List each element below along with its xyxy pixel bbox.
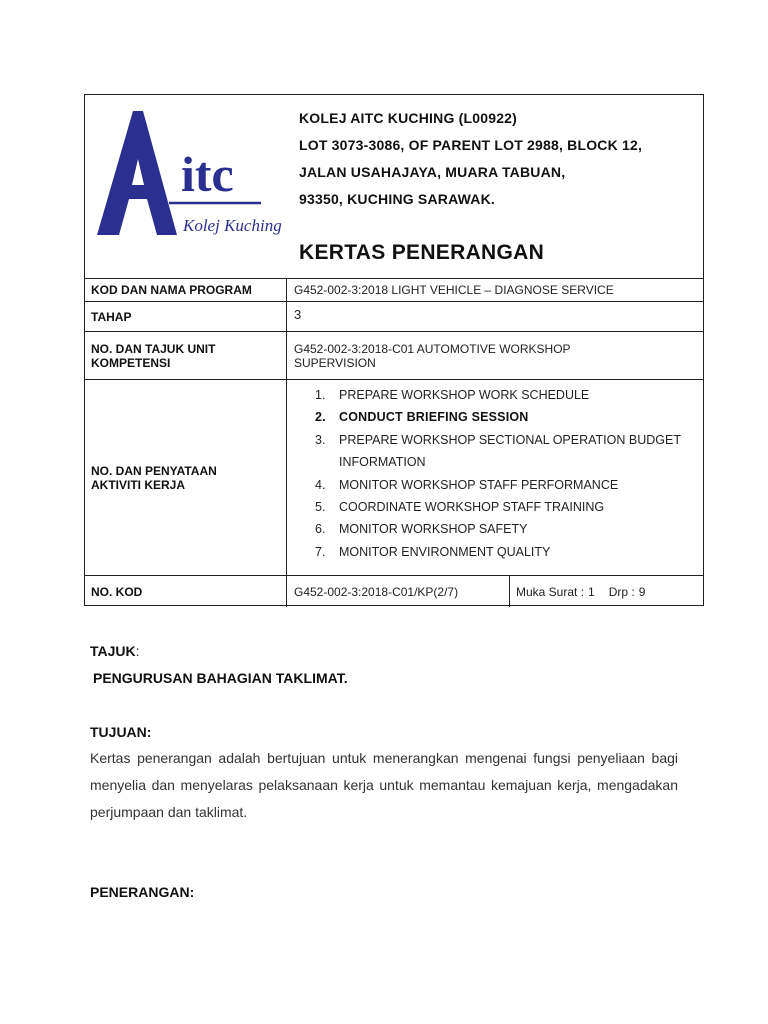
unit-label-line: NO. DAN TAJUK UNIT [91, 341, 216, 356]
aktiviti-label-line: NO. DAN PENYATAAN [91, 463, 217, 478]
address-line: 93350, KUCHING SARAWAK. [299, 191, 495, 207]
tujuan-heading: TUJUAN: [90, 724, 152, 740]
muka-label: Muka Surat : [516, 584, 585, 599]
page-info [516, 576, 649, 607]
tajuk-colon: : [135, 643, 140, 659]
unit-label [85, 332, 287, 379]
list-text: PREPARE WORKSHOP WORK SCHEDULE [339, 388, 590, 402]
list-number: 4. [315, 477, 326, 492]
list-text: MONITOR ENVIRONMENT QUALITY [339, 544, 551, 559]
row-tahap [85, 302, 703, 332]
cell-divider [509, 576, 510, 607]
list-item [315, 541, 719, 563]
list-item [315, 474, 719, 496]
address-line: JALAN USAHAJAYA, MUARA TABUAN, [299, 164, 566, 180]
list-text: MONITOR WORKSHOP SAFETY [339, 522, 528, 537]
activity-list [315, 384, 719, 563]
penerangan-heading: PENERANGAN: [90, 884, 195, 900]
list-item [315, 406, 719, 428]
muka-value: 1 [588, 584, 595, 599]
tajuk-heading [90, 643, 140, 659]
list-item [315, 384, 719, 406]
unit-value-line: G452-002-3:2018-C01 AUTOMOTIVE WORKSHOP [294, 341, 571, 356]
tujuan-paragraph: Kertas penerangan adalah bertujuan untuk menerangkan mengenai fungsi penyeliaan bagi menyelia dan menyelaras pelaksanaan kerja untuk memantau kemajuan kerja, mengadakan perjumpaan dan taklimat. [90, 750, 678, 820]
list-text: PREPARE WORKSHOP SECTIONAL OPERATION BUDGET INFORMATION [339, 432, 681, 470]
tajuk-value: PENGURUSAN BAHAGIAN TAKLIMAT. [93, 670, 348, 686]
header-section [85, 95, 703, 279]
kod-label: NO. KOD [85, 576, 287, 607]
list-item [315, 518, 719, 540]
list-number: 2. [315, 410, 326, 425]
unit-value-line: SUPERVISION [294, 355, 376, 370]
logo-subtitle: Kolej Kuching [183, 216, 282, 235]
unit-label-line: KOMPETENSI [91, 355, 171, 370]
document-title: KERTAS PENERANGAN [299, 241, 545, 264]
logo-word: itc [181, 146, 234, 202]
row-program [85, 278, 703, 302]
list-number: 6. [315, 522, 326, 537]
list-item [315, 429, 719, 474]
row-aktiviti [85, 380, 703, 576]
tahap-label: TAHAP [85, 302, 287, 331]
list-text: MONITOR WORKSHOP STAFF PERFORMANCE [339, 477, 619, 492]
tajuk-label: TAJUK [90, 643, 136, 659]
program-value: G452-002-3:2018 LIGHT VEHICLE – DIAGNOSE SERVICE [294, 282, 614, 297]
aitc-logo [91, 107, 282, 239]
program-label: KOD DAN NAMA PROGRAM [85, 278, 287, 301]
drp-value: 9 [638, 584, 646, 599]
unit-value [287, 332, 703, 379]
tahap-value: 3 [294, 307, 302, 322]
row-unit [85, 332, 703, 380]
list-number: 7. [315, 544, 326, 559]
aktiviti-label-line: AKTIVITI KERJA [91, 477, 186, 492]
list-number: 1. [315, 388, 326, 402]
drp-label: Drp : [608, 584, 635, 599]
address-line: KOLEJ AITC KUCHING (L00922) [299, 110, 518, 126]
list-number: 5. [315, 500, 326, 515]
address-line: LOT 3073-3086, OF PARENT LOT 2988, BLOCK 12, [299, 137, 643, 153]
row-kod [85, 576, 703, 607]
list-item [315, 496, 719, 518]
list-text: COORDINATE WORKSHOP STAFF TRAINING [339, 500, 605, 515]
list-text: CONDUCT BRIEFING SESSION [339, 410, 529, 425]
info-table [84, 94, 704, 606]
kod-value: G452-002-3:2018-C01/KP(2/7) [294, 584, 459, 599]
list-number: 3. [315, 432, 326, 447]
aktiviti-label [85, 380, 287, 575]
college-address [299, 105, 642, 213]
